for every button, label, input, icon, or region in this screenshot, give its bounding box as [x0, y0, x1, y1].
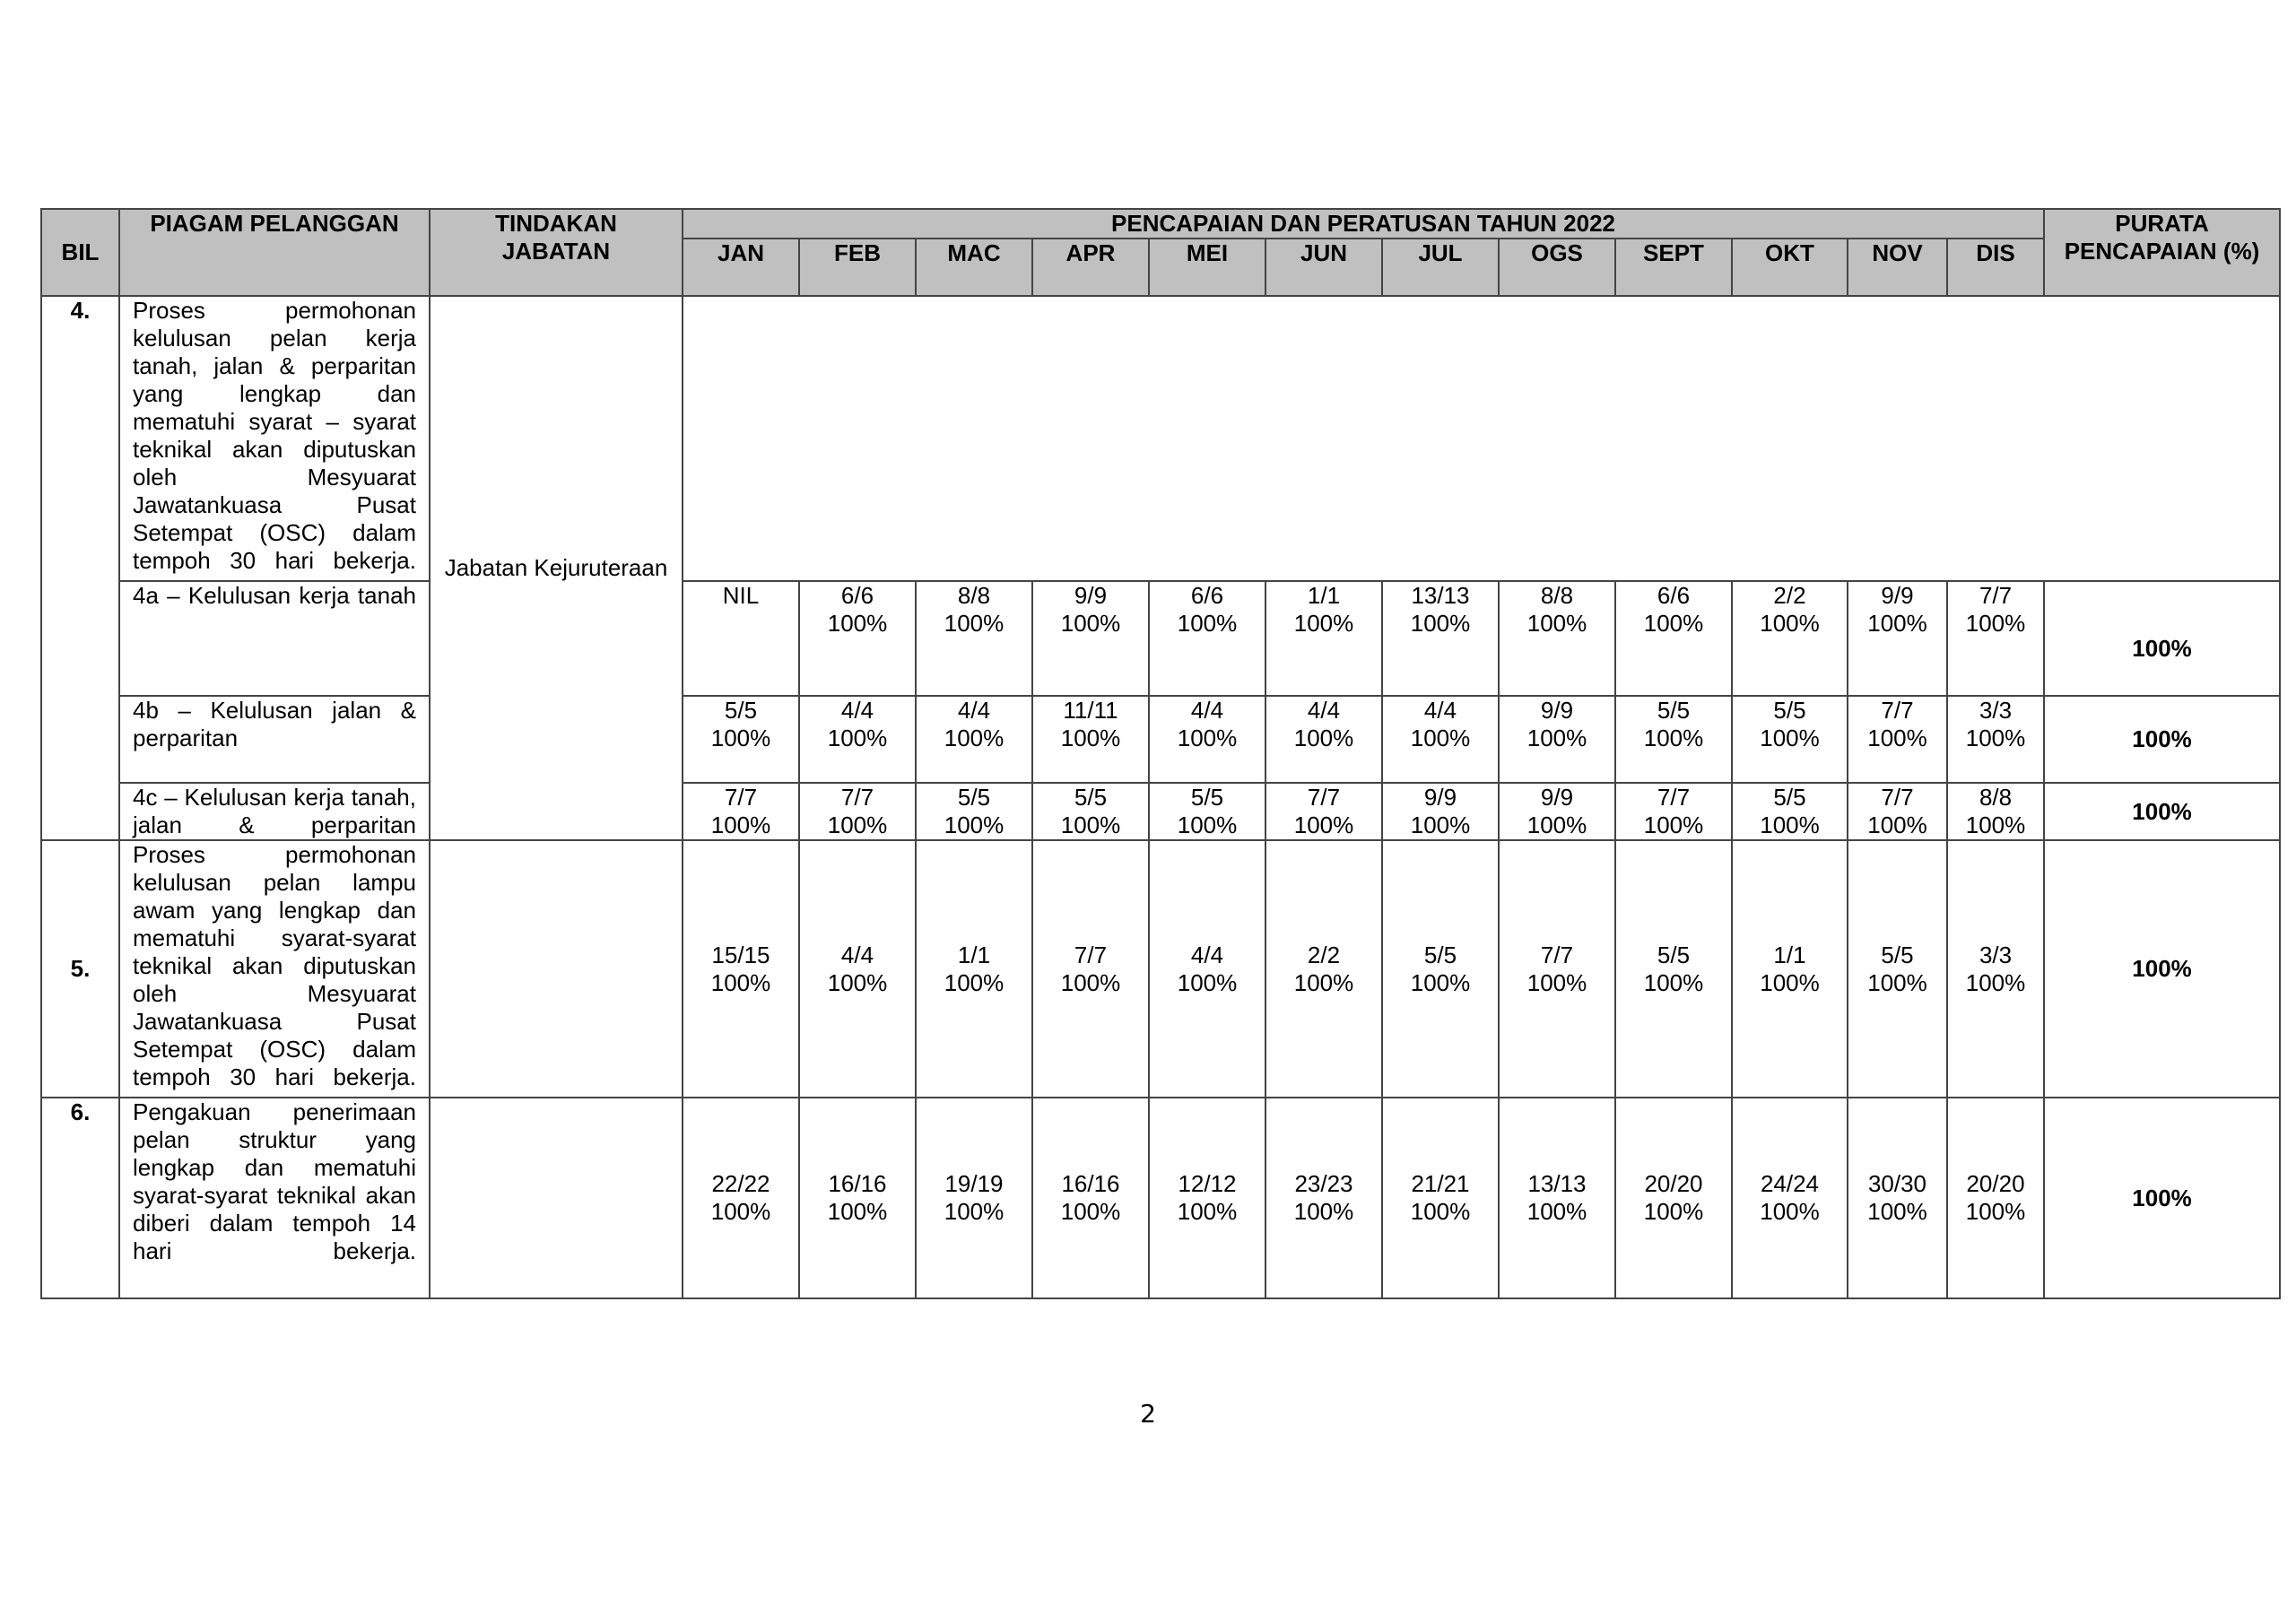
month-count: 1/1: [957, 941, 991, 968]
month-value-cell: [916, 581, 1032, 696]
month-value-cell: [1947, 840, 2044, 1098]
month-header: MAC: [916, 239, 1032, 296]
month-count: 5/5: [724, 697, 758, 724]
department-cell-empty: [430, 1098, 683, 1298]
month-count: 8/8: [1540, 582, 1574, 609]
month-value-cell: [1499, 840, 1615, 1098]
month-percentage: 100%: [710, 812, 771, 838]
month-count: 1/1: [1307, 582, 1341, 609]
month-value-cell: [1499, 1098, 1615, 1298]
header-bil: BIL: [41, 209, 119, 296]
month-percentage: 100%: [1526, 725, 1587, 751]
month-count: 8/8: [957, 582, 991, 609]
header-piagam-pelanggan: PIAGAM PELANGGAN: [119, 209, 430, 296]
month-percentage: 100%: [1177, 610, 1238, 637]
charter-description: Proses permohonan kelulusan pelan kerja tanah, jalan & perparitan yang lengkap dan mematuhi syarat – syarat teknikal akan diputuskan oleh Mesyuarat Jawatankuasa Pusat Setempat (OSC) dalam tempoh 30 hari bekerja.: [119, 296, 430, 581]
month-percentage: 100%: [1526, 1198, 1587, 1225]
month-count: 5/5: [1423, 941, 1457, 968]
month-count: 22/22: [711, 1170, 770, 1197]
month-value-cell: [1848, 696, 1947, 783]
month-percentage: 100%: [1643, 968, 1704, 996]
empty-values-cell: [683, 296, 2280, 581]
month-value-cell: [1032, 783, 1149, 840]
header-purata-pencapaian: PURATA PENCAPAIAN (%): [2044, 209, 2280, 296]
month-percentage: 100%: [1867, 1198, 1927, 1225]
month-count: 2/2: [1773, 582, 1806, 609]
month-value-cell: [1732, 1098, 1848, 1298]
charter-description: Proses permohonan kelulusan pelan lampu awam yang lengkap dan mematuhi syarat-syarat teknikal akan diputuskan oleh Mesyuarat Jawatankuasa Pusat Setempat (OSC) dalam tempoh 30 hari bekerja.: [119, 840, 430, 1098]
month-value-cell: [916, 1098, 1032, 1298]
month-percentage: 100%: [827, 812, 888, 838]
month-percentage: 100%: [1526, 968, 1587, 996]
charter-description: Pengakuan penerimaan pelan struktur yang lengkap dan mematuhi syarat-syarat teknikal akan diberi dalam tempoh 14 hari bekerja.: [119, 1098, 430, 1298]
month-count: 20/20: [1966, 1170, 2025, 1197]
month-value-cell: [1149, 581, 1265, 696]
month-count: 4/4: [1190, 941, 1224, 968]
month-percentage: 100%: [1060, 968, 1121, 996]
month-percentage: 100%: [1526, 610, 1587, 637]
month-value-cell: [1499, 783, 1615, 840]
month-count: 11/11: [1063, 697, 1118, 724]
month-percentage: 100%: [1293, 812, 1354, 838]
month-percentage: 100%: [944, 1198, 1004, 1225]
month-value-cell: [1947, 783, 2044, 840]
month-percentage: 100%: [827, 1198, 888, 1225]
month-count: 9/9: [1881, 582, 1914, 609]
month-count: 3/3: [1979, 697, 2013, 724]
row-number: 6.: [41, 1098, 119, 1298]
month-count: 5/5: [1773, 784, 1806, 811]
month-value-cell: [683, 783, 799, 840]
month-value-cell: [1848, 1098, 1947, 1298]
month-value-cell: [1947, 696, 2044, 783]
month-percentage: 100%: [1965, 812, 2026, 838]
month-percentage: 100%: [1867, 968, 1927, 996]
average-percentage: 100%: [2044, 783, 2280, 840]
table-row: [41, 581, 2280, 696]
month-count: 7/7: [1074, 941, 1108, 968]
header-pencapaian: PENCAPAIAN DAN PERATUSAN TAHUN 2022: [683, 209, 2044, 239]
month-percentage: 100%: [1060, 725, 1121, 751]
month-value-cell: [1732, 783, 1848, 840]
month-percentage: 100%: [1867, 812, 1927, 838]
month-percentage: 100%: [1177, 812, 1238, 838]
month-count: 7/7: [1540, 941, 1574, 968]
month-value-cell: [1947, 1098, 2044, 1298]
month-percentage: 100%: [710, 968, 771, 996]
month-value-cell: [799, 581, 916, 696]
month-value-cell: [1382, 840, 1499, 1098]
month-count: 7/7: [1881, 697, 1914, 724]
month-count: 1/1: [1773, 941, 1806, 968]
month-value-cell: [1732, 581, 1848, 696]
month-value-cell: [1149, 696, 1265, 783]
month-count: 4/4: [840, 941, 874, 968]
month-count: 24/24: [1760, 1170, 1820, 1197]
month-value-cell: [1032, 581, 1149, 696]
month-percentage: 100%: [1177, 725, 1238, 751]
month-value-cell: [1615, 840, 1732, 1098]
table-row: [41, 696, 2280, 783]
month-count: 7/7: [1979, 582, 2013, 609]
customer-charter-table: [40, 208, 2281, 1299]
month-count: 5/5: [1881, 941, 1914, 968]
month-value-cell: [1149, 783, 1265, 840]
month-count: 4/4: [1423, 697, 1457, 724]
month-header: JAN: [683, 239, 799, 296]
month-value-cell: [916, 696, 1032, 783]
average-percentage: 100%: [2044, 840, 2280, 1098]
month-value-cell: [1149, 840, 1265, 1098]
month-value-cell: [799, 783, 916, 840]
month-value-cell: [1149, 1098, 1265, 1298]
month-value-cell: [1265, 840, 1382, 1098]
row-number: 4.: [41, 296, 119, 840]
header-tindakan-jabatan: TINDAKAN JABATAN: [430, 209, 683, 296]
month-percentage: 100%: [1643, 725, 1704, 751]
month-value-cell: [1382, 581, 1499, 696]
month-value-cell: [916, 783, 1032, 840]
month-percentage: 100%: [1643, 610, 1704, 637]
month-percentage: 100%: [1760, 1198, 1820, 1225]
month-percentage: 100%: [944, 812, 1004, 838]
month-percentage: 100%: [1177, 1198, 1238, 1225]
month-count: 5/5: [1657, 697, 1691, 724]
month-value-cell: [1499, 696, 1615, 783]
row-number: 5.: [41, 840, 119, 1098]
month-value-cell: [1265, 581, 1382, 696]
month-value-cell: [1947, 581, 2044, 696]
month-value-cell: [916, 840, 1032, 1098]
month-header: JUL: [1382, 239, 1499, 296]
department-name: Jabatan Kejuruteraan: [430, 296, 683, 840]
month-count: 8/8: [1979, 784, 2013, 811]
month-count: 7/7: [840, 784, 874, 811]
month-count: 9/9: [1540, 784, 1574, 811]
month-value-cell: [1615, 1098, 1732, 1298]
month-value-cell: [683, 696, 799, 783]
charter-description: 4a – Kelulusan kerja tanah: [119, 581, 430, 696]
month-count: 9/9: [1074, 582, 1108, 609]
month-value-cell: [1032, 1098, 1149, 1298]
month-count: 19/19: [944, 1170, 1004, 1197]
month-percentage: 100%: [1410, 610, 1471, 637]
month-percentage: 100%: [710, 725, 771, 751]
month-header: NOV: [1848, 239, 1947, 296]
month-percentage: 100%: [1760, 725, 1820, 751]
month-value-cell: [1615, 696, 1732, 783]
month-percentage: 100%: [1410, 968, 1471, 996]
month-percentage: 100%: [944, 725, 1004, 751]
month-header: FEB: [799, 239, 916, 296]
month-value-cell: [1032, 696, 1149, 783]
average-percentage: 100%: [2044, 696, 2280, 783]
month-count: 5/5: [1190, 784, 1224, 811]
month-value-cell: [799, 1098, 916, 1298]
month-header: SEPT: [1615, 239, 1732, 296]
month-percentage: 100%: [1293, 1198, 1354, 1225]
month-percentage: 100%: [1410, 812, 1471, 838]
month-count: 4/4: [957, 697, 991, 724]
month-count: 23/23: [1294, 1170, 1353, 1197]
month-count: 13/13: [1527, 1170, 1587, 1197]
month-count: 5/5: [957, 784, 991, 811]
month-count: 5/5: [1657, 941, 1691, 968]
month-count: 16/16: [828, 1170, 887, 1197]
month-percentage: 100%: [1760, 812, 1820, 838]
month-percentage: 100%: [1060, 610, 1121, 637]
month-value-cell: [799, 840, 916, 1098]
month-value-cell: [1615, 581, 1732, 696]
month-header: MEI: [1149, 239, 1265, 296]
month-percentage: 100%: [1060, 812, 1121, 838]
month-percentage: 100%: [944, 968, 1004, 996]
table-body: [41, 296, 2280, 1298]
month-value-cell: [1732, 840, 1848, 1098]
month-value-cell: [1732, 696, 1848, 783]
month-count: 2/2: [1307, 941, 1341, 968]
month-value-cell: [1382, 696, 1499, 783]
month-count: 9/9: [1423, 784, 1457, 811]
month-count: 7/7: [1881, 784, 1914, 811]
month-percentage: 100%: [1293, 610, 1354, 637]
month-count: 4/4: [1190, 697, 1224, 724]
table-row: [41, 296, 2280, 581]
charter-description: 4c – Kelulusan kerja tanah, jalan & perparitan: [119, 783, 430, 840]
month-percentage: 100%: [1760, 968, 1820, 996]
month-value-cell: [683, 1098, 799, 1298]
month-percentage: 100%: [827, 610, 888, 637]
page-number: 2: [1140, 1399, 1156, 1428]
month-header: OKT: [1732, 239, 1848, 296]
month-value-cell: [1032, 840, 1149, 1098]
month-value-cell: [683, 840, 799, 1098]
month-percentage: 100%: [1177, 968, 1238, 996]
table-row: [41, 1098, 2280, 1298]
month-percentage: 100%: [1643, 1198, 1704, 1225]
month-value-cell: [1848, 783, 1947, 840]
month-percentage: 100%: [1293, 968, 1354, 996]
month-count: 4/4: [1307, 697, 1341, 724]
month-percentage: 100%: [1965, 725, 2026, 751]
month-count: 16/16: [1061, 1170, 1120, 1197]
month-value-cell: [1265, 1098, 1382, 1298]
month-header: JUN: [1265, 239, 1382, 296]
month-count: 7/7: [724, 784, 758, 811]
month-count: 7/7: [1307, 784, 1341, 811]
month-header: DIS: [1947, 239, 2044, 296]
month-count: 13/13: [1411, 582, 1470, 609]
month-value-cell: [1382, 1098, 1499, 1298]
month-value-cell: [1848, 840, 1947, 1098]
month-percentage: 100%: [1526, 812, 1587, 838]
month-count: 20/20: [1644, 1170, 1703, 1197]
month-percentage: 100%: [827, 725, 888, 751]
table-row: [41, 783, 2280, 840]
month-percentage: 100%: [944, 610, 1004, 637]
month-count: 30/30: [1867, 1170, 1927, 1197]
month-value-cell: [1265, 783, 1382, 840]
month-count: 5/5: [1074, 784, 1108, 811]
month-header: APR: [1032, 239, 1149, 296]
month-percentage: 100%: [1867, 725, 1927, 751]
month-count: 7/7: [1657, 784, 1691, 811]
table-row: [41, 840, 2280, 1098]
month-count: 3/3: [1979, 941, 2013, 968]
month-count: 12/12: [1178, 1170, 1237, 1197]
month-count: NIL: [722, 582, 760, 609]
month-percentage: 100%: [1965, 1198, 2026, 1225]
month-count: 6/6: [1190, 582, 1224, 609]
charter-description: 4b – Kelulusan jalan & perparitan: [119, 696, 430, 783]
month-count: 5/5: [1773, 697, 1806, 724]
month-percentage: 100%: [1867, 610, 1927, 637]
average-percentage: 100%: [2044, 1098, 2280, 1298]
month-value-cell: [1848, 581, 1947, 696]
month-percentage: 100%: [1965, 968, 2026, 996]
month-percentage: 100%: [710, 1198, 771, 1225]
month-count: 21/21: [1411, 1170, 1470, 1197]
month-value-cell: [1615, 783, 1732, 840]
month-count: 15/15: [711, 941, 770, 968]
month-header: OGS: [1499, 239, 1615, 296]
month-value-cell: [1382, 783, 1499, 840]
department-cell-empty: [430, 840, 683, 1098]
month-value-cell: [1265, 696, 1382, 783]
month-percentage: 100%: [1965, 610, 2026, 637]
month-percentage: 100%: [1293, 725, 1354, 751]
month-count: 9/9: [1540, 697, 1574, 724]
month-value-cell: [799, 696, 916, 783]
month-value-cell: [1499, 581, 1615, 696]
month-count: 6/6: [1657, 582, 1691, 609]
month-percentage: 100%: [1060, 1198, 1121, 1225]
average-percentage: 100%: [2044, 581, 2280, 696]
month-count: 4/4: [840, 697, 874, 724]
month-percentage: 100%: [1760, 610, 1820, 637]
month-percentage: 100%: [1643, 812, 1704, 838]
month-value-cell: [683, 581, 799, 696]
month-count: 6/6: [840, 582, 874, 609]
month-percentage: 100%: [1410, 725, 1471, 751]
month-percentage: 100%: [1410, 1198, 1471, 1225]
month-percentage: 100%: [827, 968, 888, 996]
